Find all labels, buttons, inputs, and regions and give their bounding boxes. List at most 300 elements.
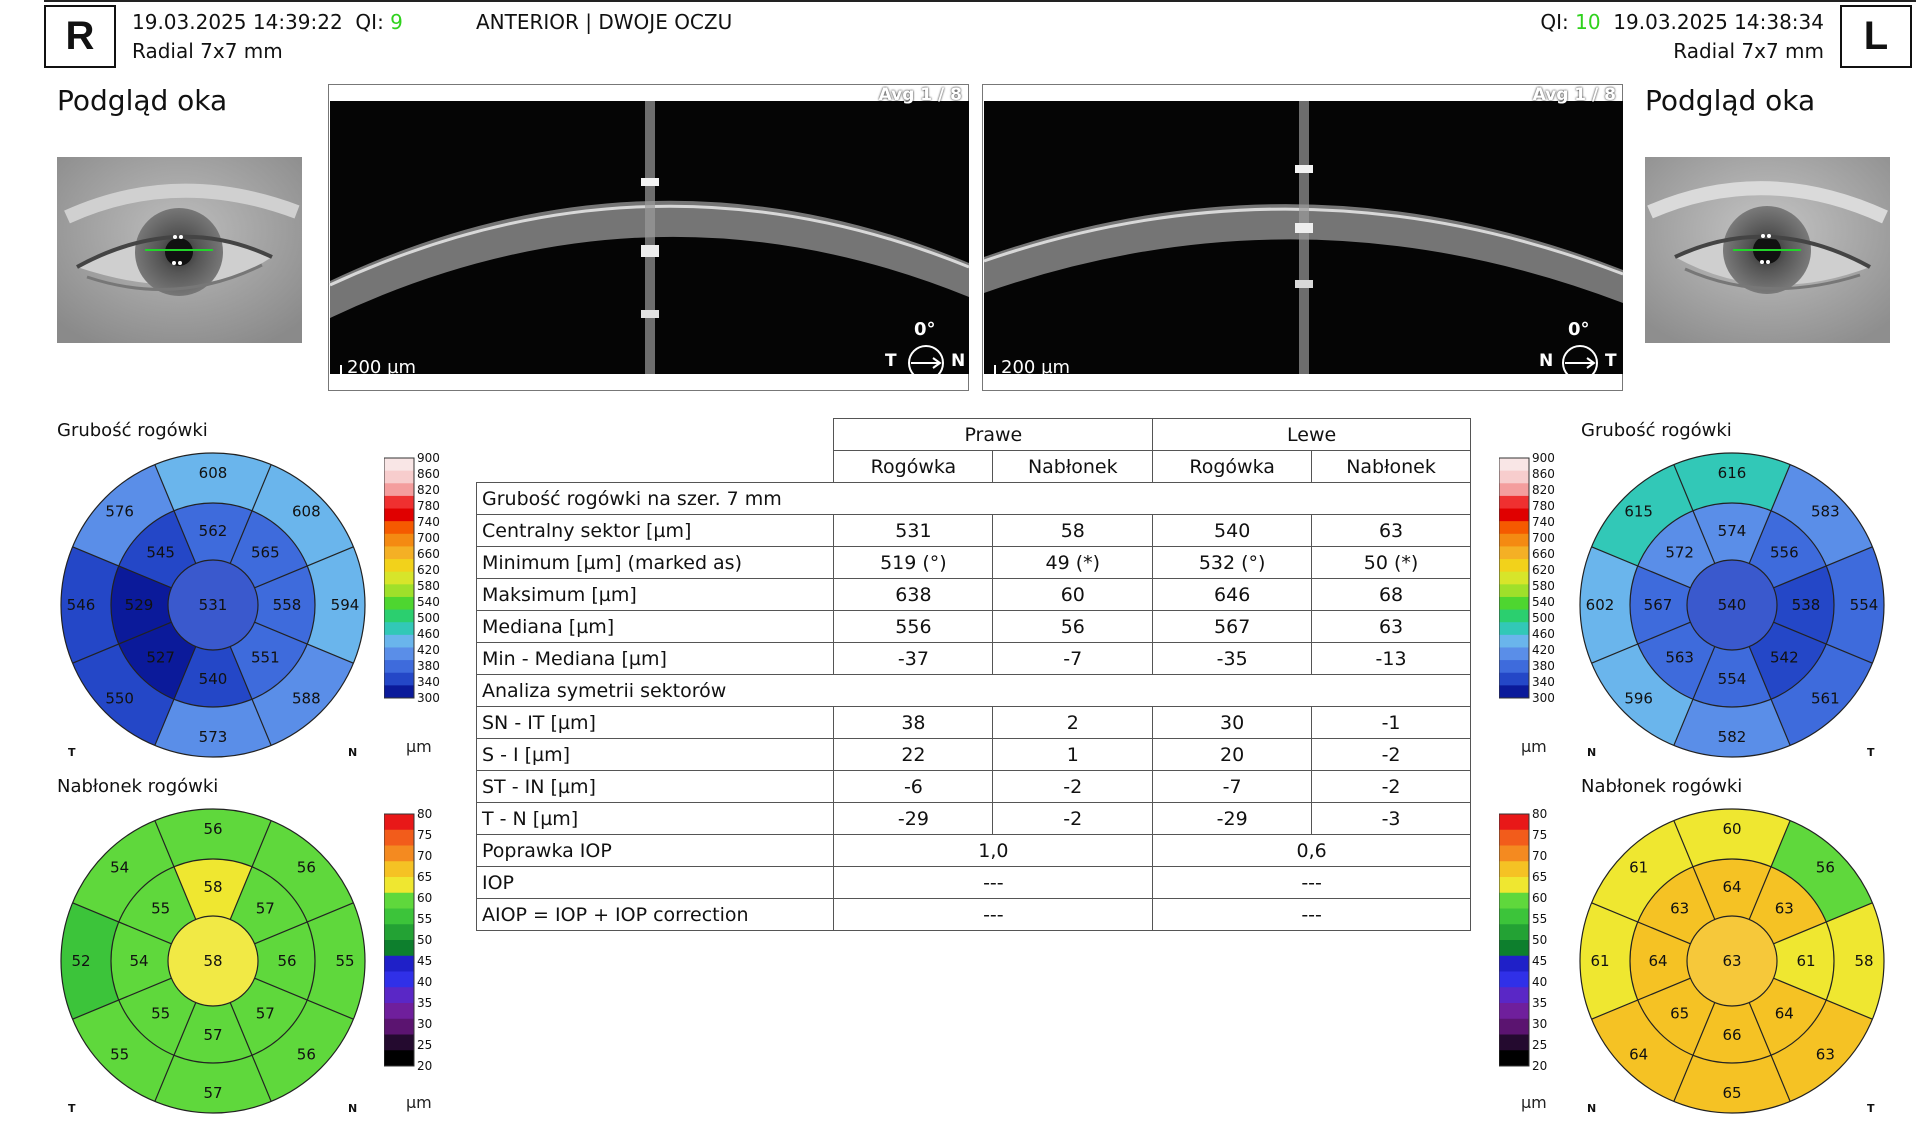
outer-sector-value: 596 xyxy=(1624,689,1653,708)
inner-sector-value: 540 xyxy=(198,670,228,688)
table-group-header xyxy=(477,419,1471,451)
colorbar-segment xyxy=(384,635,414,648)
colorbar-segment xyxy=(384,509,414,522)
colorbar-segment xyxy=(1499,987,1529,1003)
colorbar-segment xyxy=(384,471,414,484)
colorbar-tick-label: 460 xyxy=(1532,627,1555,641)
outer-sector-value: 56 xyxy=(296,1045,316,1064)
colorbar-segment xyxy=(384,1050,414,1066)
inner-sector-value: 558 xyxy=(272,596,302,614)
colorbar-tick-label: 900 xyxy=(1532,452,1555,465)
table-row xyxy=(477,867,1471,899)
outer-sector-value: 56 xyxy=(1815,858,1835,877)
colorbar-segment xyxy=(1499,572,1529,585)
table-cell: 20 xyxy=(1153,739,1312,771)
colorbar-segment xyxy=(1499,814,1529,830)
outer-sector-value: 55 xyxy=(110,1045,130,1064)
outer-sector-value: 56 xyxy=(203,820,223,838)
row-label: Mediana [µm] xyxy=(477,611,834,643)
outer-sector-value: 57 xyxy=(203,1084,223,1102)
colorbar-segment xyxy=(384,610,414,623)
colorbar-tick-label: 40 xyxy=(417,975,433,989)
colorbar-segment xyxy=(1499,1019,1529,1035)
colorbar-tick-label: 420 xyxy=(417,643,440,657)
right-epithelium-title: Nabłonek rogówki xyxy=(57,776,219,797)
table-section-row xyxy=(477,483,1471,515)
colorbar-segment xyxy=(1499,909,1529,925)
colorbar-segment xyxy=(1499,496,1529,509)
right-eye-letter: R xyxy=(65,14,95,58)
right-scan-dir-left: T xyxy=(885,351,897,371)
colorbar-tick-label: 60 xyxy=(1532,891,1548,905)
colorbar-segment xyxy=(384,1003,414,1019)
inner-sector-value: 562 xyxy=(198,522,228,540)
table-row xyxy=(477,899,1471,931)
colorbar-tick-label: 380 xyxy=(417,659,440,673)
table-cell: 531 xyxy=(834,515,993,547)
table-corner xyxy=(477,419,834,483)
inner-sector-value: 574 xyxy=(1717,522,1747,540)
colorbar-segment xyxy=(1499,673,1529,686)
colorbar-tick-label: 80 xyxy=(1532,808,1548,821)
colorbar-segment xyxy=(384,1035,414,1051)
table-cell: -37 xyxy=(834,643,993,675)
colorbar-tick-label: 500 xyxy=(417,611,440,625)
outer-sector-value: 55 xyxy=(335,952,355,970)
table-cell: 567 xyxy=(1153,611,1312,643)
table-cell: 519 (°) xyxy=(834,547,993,579)
inner-sector-value: 545 xyxy=(146,543,175,562)
colorbar-segment xyxy=(384,483,414,496)
table-cell: 50 (*) xyxy=(1312,547,1471,579)
table-cell: -1 xyxy=(1312,707,1471,739)
colorbar-tick-label: 620 xyxy=(417,563,440,577)
left-oct-scan xyxy=(982,84,1623,391)
colorbar-segment xyxy=(1499,521,1529,534)
group-left-eye: Lewe xyxy=(1153,419,1471,451)
right-thickness-title: Grubość rogówki xyxy=(57,420,208,441)
colorbar-tick-label: 740 xyxy=(1532,515,1555,529)
colorbar-segment xyxy=(1499,559,1529,572)
table-cell: -29 xyxy=(1153,803,1312,835)
colorbar-segment xyxy=(1499,924,1529,940)
colorbar-tick-label: 580 xyxy=(417,579,440,593)
inner-sector-value: 63 xyxy=(1670,899,1690,918)
colorbar-segment xyxy=(384,877,414,893)
colorbar-segment xyxy=(1499,940,1529,956)
inner-sector-value: 64 xyxy=(1722,878,1742,896)
outer-sector-value: 576 xyxy=(105,502,134,521)
colorbar-segment xyxy=(1499,893,1529,909)
table-cell: --- xyxy=(1153,899,1471,931)
right-scan-angle: 0° xyxy=(914,319,936,340)
inner-sector-value: 538 xyxy=(1791,596,1821,614)
colorbar-tick-label: 700 xyxy=(417,531,440,545)
row-label: Centralny sektor [µm] xyxy=(477,515,834,547)
colorbar-tick-label: 30 xyxy=(417,1017,433,1031)
colorbar-tick-label: 20 xyxy=(1532,1059,1548,1073)
inner-sector-value: 55 xyxy=(151,899,171,918)
colorbar-segment xyxy=(384,521,414,534)
outer-sector-value: 583 xyxy=(1811,502,1840,521)
colorbar-segment xyxy=(1499,1035,1529,1051)
outer-sector-value: 54 xyxy=(110,858,130,877)
colorbar-tick-label: 420 xyxy=(1532,643,1555,657)
colorbar-segment xyxy=(1499,546,1529,559)
table-cell: 49 (*) xyxy=(993,547,1153,579)
colorbar-tick-label: 45 xyxy=(417,954,433,968)
center-value: 540 xyxy=(1717,596,1747,614)
row-label: SN - IT [µm] xyxy=(477,707,834,739)
left-epithelium-unit: µm xyxy=(1521,1093,1547,1112)
colorbar-segment xyxy=(1499,610,1529,623)
subheader-cell: Rogówka xyxy=(1153,451,1312,483)
table-row xyxy=(477,739,1471,771)
right-epithelium-map xyxy=(58,806,368,1116)
map-side-label-left: N xyxy=(1587,746,1597,759)
colorbar-tick-label: 780 xyxy=(1532,499,1555,513)
colorbar-segment xyxy=(384,861,414,877)
table-cell: -7 xyxy=(993,643,1153,675)
right-eye-info xyxy=(132,8,403,66)
colorbar-segment xyxy=(1499,972,1529,988)
colorbar-tick-label: 40 xyxy=(1532,975,1548,989)
exam-mode: ANTERIOR | DWOJE OCZU xyxy=(476,10,733,34)
table-row xyxy=(477,611,1471,643)
results-table xyxy=(476,418,1471,931)
inner-sector-value: 54 xyxy=(129,952,149,970)
colorbar-segment xyxy=(384,597,414,610)
colorbar-segment xyxy=(384,846,414,862)
inner-sector-value: 64 xyxy=(1648,952,1668,970)
map-side-label-left: T xyxy=(68,746,76,759)
outer-sector-value: 63 xyxy=(1815,1045,1835,1064)
colorbar-segment xyxy=(1499,685,1529,698)
table-cell: -2 xyxy=(1312,739,1471,771)
left-thickness-title: Grubość rogówki xyxy=(1581,420,1732,441)
colorbar-tick-label: 540 xyxy=(417,595,440,609)
outer-sector-value: 64 xyxy=(1629,1045,1649,1064)
colorbar-segment xyxy=(384,572,414,585)
table-cell: 2 xyxy=(993,707,1153,739)
table-cell: -3 xyxy=(1312,803,1471,835)
colorbar-segment xyxy=(1499,458,1529,471)
inner-sector-value: 556 xyxy=(1770,543,1799,562)
row-label: Poprawka IOP xyxy=(477,835,834,867)
table-row xyxy=(477,771,1471,803)
right-epithelium-colorbar xyxy=(384,808,444,1078)
colorbar-segment xyxy=(384,647,414,660)
colorbar-tick-label: 620 xyxy=(1532,563,1555,577)
colorbar-segment xyxy=(1499,877,1529,893)
top-border xyxy=(44,0,1916,2)
colorbar-tick-label: 780 xyxy=(417,499,440,513)
table-cell: --- xyxy=(834,899,1153,931)
outer-sector-value: 561 xyxy=(1811,689,1840,708)
colorbar-tick-label: 660 xyxy=(417,547,440,561)
colorbar-tick-label: 70 xyxy=(1532,849,1548,863)
outer-sector-value: 550 xyxy=(105,689,134,708)
colorbar-tick-label: 580 xyxy=(1532,579,1555,593)
right-scan-avg: Avg 1 / 8 xyxy=(878,85,962,105)
table-cell: 1 xyxy=(993,739,1153,771)
row-label: Minimum [µm] (marked as) xyxy=(477,547,834,579)
colorbar-segment xyxy=(384,660,414,673)
subheader-cell: Rogówka xyxy=(834,451,993,483)
inner-sector-value: 65 xyxy=(1670,1004,1690,1023)
outer-sector-value: 594 xyxy=(330,596,360,614)
inner-sector-value: 565 xyxy=(251,543,280,562)
left-qi-value: 10 xyxy=(1575,10,1601,34)
right-eye-datetime: 19.03.2025 14:39:22 xyxy=(132,10,343,34)
colorbar-tick-label: 55 xyxy=(1532,912,1548,926)
table-cell: -2 xyxy=(1312,771,1471,803)
subheader-cell: Nabłonek xyxy=(993,451,1153,483)
table-cell: 30 xyxy=(1153,707,1312,739)
left-scan-dir-left: N xyxy=(1539,351,1554,371)
inner-sector-value: 572 xyxy=(1665,543,1694,562)
colorbar-segment xyxy=(1499,956,1529,972)
outer-sector-value: 65 xyxy=(1722,1084,1742,1102)
colorbar-segment xyxy=(384,830,414,846)
table-cell: 1,0 xyxy=(834,835,1153,867)
outer-sector-value: 58 xyxy=(1854,952,1874,970)
colorbar-tick-label: 80 xyxy=(417,808,433,821)
map-side-label-right: N xyxy=(348,1102,358,1115)
outer-sector-value: 61 xyxy=(1629,858,1649,877)
table-cell: 63 xyxy=(1312,515,1471,547)
map-side-label-right: N xyxy=(348,746,358,759)
row-label: Maksimum [µm] xyxy=(477,579,834,611)
table-cell: --- xyxy=(834,867,1153,899)
table-cell: 556 xyxy=(834,611,993,643)
table-cell: 58 xyxy=(993,515,1153,547)
outer-sector-value: 608 xyxy=(198,464,228,482)
table-cell: 60 xyxy=(993,579,1153,611)
right-oct-scan xyxy=(328,84,969,391)
colorbar-tick-label: 340 xyxy=(417,675,440,689)
colorbar-segment xyxy=(384,622,414,635)
outer-sector-value: 56 xyxy=(296,858,316,877)
inner-sector-value: 567 xyxy=(1643,596,1673,614)
colorbar-tick-label: 860 xyxy=(1532,467,1555,481)
left-epithelium-colorbar xyxy=(1499,808,1559,1078)
right-qi-value: 9 xyxy=(390,10,403,34)
center-value: 58 xyxy=(203,952,223,970)
colorbar-tick-label: 35 xyxy=(1532,996,1548,1010)
colorbar-tick-label: 300 xyxy=(417,691,440,705)
right-eye-indicator xyxy=(44,5,116,68)
table-cell: -35 xyxy=(1153,643,1312,675)
colorbar-tick-label: 300 xyxy=(1532,691,1555,705)
left-scan-scale: 200 µm xyxy=(1001,357,1071,378)
left-eye-info xyxy=(1540,8,1824,66)
colorbar-segment xyxy=(384,673,414,686)
inner-sector-value: 63 xyxy=(1774,899,1794,918)
right-thickness-unit: µm xyxy=(406,737,432,756)
right-scan-scale: 200 µm xyxy=(347,357,417,378)
table-cell: 532 (°) xyxy=(1153,547,1312,579)
left-preview-title: Podgląd oka xyxy=(1645,84,1816,117)
group-right-eye: Prawe xyxy=(834,419,1153,451)
colorbar-tick-label: 380 xyxy=(1532,659,1555,673)
map-side-label-right: T xyxy=(1867,746,1875,759)
table-section-row xyxy=(477,675,1471,707)
left-epithelium-title: Nabłonek rogówki xyxy=(1581,776,1743,797)
row-label: T - N [µm] xyxy=(477,803,834,835)
inner-sector-value: 66 xyxy=(1722,1026,1742,1044)
colorbar-segment xyxy=(1499,830,1529,846)
colorbar-tick-label: 75 xyxy=(417,828,433,842)
colorbar-tick-label: 75 xyxy=(1532,828,1548,842)
subheader-cell: Nabłonek xyxy=(1312,451,1471,483)
colorbar-segment xyxy=(384,559,414,572)
left-scan-angle: 0° xyxy=(1568,319,1590,340)
outer-sector-value: 602 xyxy=(1585,596,1615,614)
table-cell: 540 xyxy=(1153,515,1312,547)
right-epithelium-unit: µm xyxy=(406,1093,432,1112)
inner-sector-value: 529 xyxy=(124,596,154,614)
colorbar-segment xyxy=(384,940,414,956)
table-cell: 63 xyxy=(1312,611,1471,643)
inner-sector-value: 527 xyxy=(146,648,175,667)
table-row xyxy=(477,547,1471,579)
colorbar-segment xyxy=(384,909,414,925)
outer-sector-value: 52 xyxy=(71,952,91,970)
center-value: 531 xyxy=(198,596,228,614)
colorbar-segment xyxy=(384,458,414,471)
colorbar-tick-label: 65 xyxy=(1532,870,1548,884)
colorbar-tick-label: 820 xyxy=(1532,483,1555,497)
colorbar-segment xyxy=(384,685,414,698)
colorbar-segment xyxy=(384,893,414,909)
right-thickness-colorbar xyxy=(384,452,444,712)
outer-sector-value: 554 xyxy=(1849,596,1879,614)
table-cell: 38 xyxy=(834,707,993,739)
inner-sector-value: 64 xyxy=(1774,1004,1794,1023)
colorbar-tick-label: 20 xyxy=(417,1059,433,1073)
inner-sector-value: 56 xyxy=(277,952,297,970)
colorbar-segment xyxy=(1499,1050,1529,1066)
colorbar-tick-label: 65 xyxy=(417,870,433,884)
colorbar-tick-label: 50 xyxy=(1532,933,1548,947)
table-cell: -13 xyxy=(1312,643,1471,675)
colorbar-tick-label: 35 xyxy=(417,996,433,1010)
left-eye-datetime: 19.03.2025 14:38:34 xyxy=(1613,10,1824,34)
left-thickness-map xyxy=(1577,450,1887,760)
table-cell: -7 xyxy=(1153,771,1312,803)
colorbar-segment xyxy=(1499,846,1529,862)
colorbar-segment xyxy=(384,987,414,1003)
colorbar-tick-label: 540 xyxy=(1532,595,1555,609)
colorbar-segment xyxy=(384,972,414,988)
inner-sector-value: 57 xyxy=(203,1026,223,1044)
left-eye-indicator xyxy=(1840,5,1912,68)
table-row xyxy=(477,643,1471,675)
colorbar-segment xyxy=(1499,534,1529,547)
inner-sector-value: 554 xyxy=(1717,670,1747,688)
table-cell: 68 xyxy=(1312,579,1471,611)
outer-sector-value: 616 xyxy=(1717,464,1747,482)
map-side-label-right: T xyxy=(1867,1102,1875,1115)
table-cell: -6 xyxy=(834,771,993,803)
colorbar-tick-label: 25 xyxy=(1532,1038,1548,1052)
colorbar-tick-label: 30 xyxy=(1532,1017,1548,1031)
colorbar-tick-label: 70 xyxy=(417,849,433,863)
colorbar-segment xyxy=(1499,483,1529,496)
table-row xyxy=(477,579,1471,611)
colorbar-segment xyxy=(1499,1003,1529,1019)
left-thickness-colorbar xyxy=(1499,452,1559,712)
table-cell: 638 xyxy=(834,579,993,611)
colorbar-tick-label: 500 xyxy=(1532,611,1555,625)
colorbar-tick-label: 60 xyxy=(417,891,433,905)
colorbar-tick-label: 860 xyxy=(417,467,440,481)
row-label: ST - IN [µm] xyxy=(477,771,834,803)
colorbar-segment xyxy=(384,546,414,559)
colorbar-segment xyxy=(384,534,414,547)
colorbar-tick-label: 460 xyxy=(417,627,440,641)
left-epithelium-map xyxy=(1577,806,1887,1116)
right-scan-type: Radial 7x7 mm xyxy=(132,39,283,63)
right-scan-dir-right: N xyxy=(951,351,966,371)
colorbar-segment xyxy=(384,924,414,940)
outer-sector-value: 546 xyxy=(66,596,96,614)
colorbar-segment xyxy=(1499,584,1529,597)
colorbar-segment xyxy=(384,496,414,509)
row-label: Min - Mediana [µm] xyxy=(477,643,834,675)
table-cell: 22 xyxy=(834,739,993,771)
colorbar-segment xyxy=(384,584,414,597)
table-row xyxy=(477,707,1471,739)
colorbar-tick-label: 55 xyxy=(417,912,433,926)
colorbar-segment xyxy=(1499,647,1529,660)
colorbar-segment xyxy=(1499,622,1529,635)
colorbar-tick-label: 700 xyxy=(1532,531,1555,545)
colorbar-segment xyxy=(384,814,414,830)
outer-sector-value: 588 xyxy=(292,689,321,708)
inner-sector-value: 61 xyxy=(1796,952,1816,970)
inner-sector-value: 58 xyxy=(203,878,223,896)
outer-sector-value: 573 xyxy=(198,728,228,746)
colorbar-tick-label: 820 xyxy=(417,483,440,497)
table-cell: --- xyxy=(1153,867,1471,899)
outer-sector-value: 582 xyxy=(1717,728,1747,746)
table-row xyxy=(477,803,1471,835)
center-value: 63 xyxy=(1722,952,1742,970)
colorbar-segment xyxy=(1499,660,1529,673)
colorbar-segment xyxy=(384,956,414,972)
table-row xyxy=(477,835,1471,867)
table-row xyxy=(477,515,1471,547)
colorbar-tick-label: 900 xyxy=(417,452,440,465)
colorbar-segment xyxy=(1499,509,1529,522)
inner-sector-value: 55 xyxy=(151,1004,171,1023)
colorbar-tick-label: 45 xyxy=(1532,954,1548,968)
colorbar-segment xyxy=(1499,471,1529,484)
right-thickness-map xyxy=(58,450,368,760)
colorbar-tick-label: 740 xyxy=(417,515,440,529)
outer-sector-value: 608 xyxy=(292,502,321,521)
table-cell: -29 xyxy=(834,803,993,835)
outer-sector-value: 60 xyxy=(1722,820,1742,838)
map-side-label-left: N xyxy=(1587,1102,1597,1115)
colorbar-segment xyxy=(1499,861,1529,877)
row-label: IOP xyxy=(477,867,834,899)
row-label: S - I [µm] xyxy=(477,739,834,771)
colorbar-tick-label: 50 xyxy=(417,933,433,947)
inner-sector-value: 551 xyxy=(251,648,280,667)
